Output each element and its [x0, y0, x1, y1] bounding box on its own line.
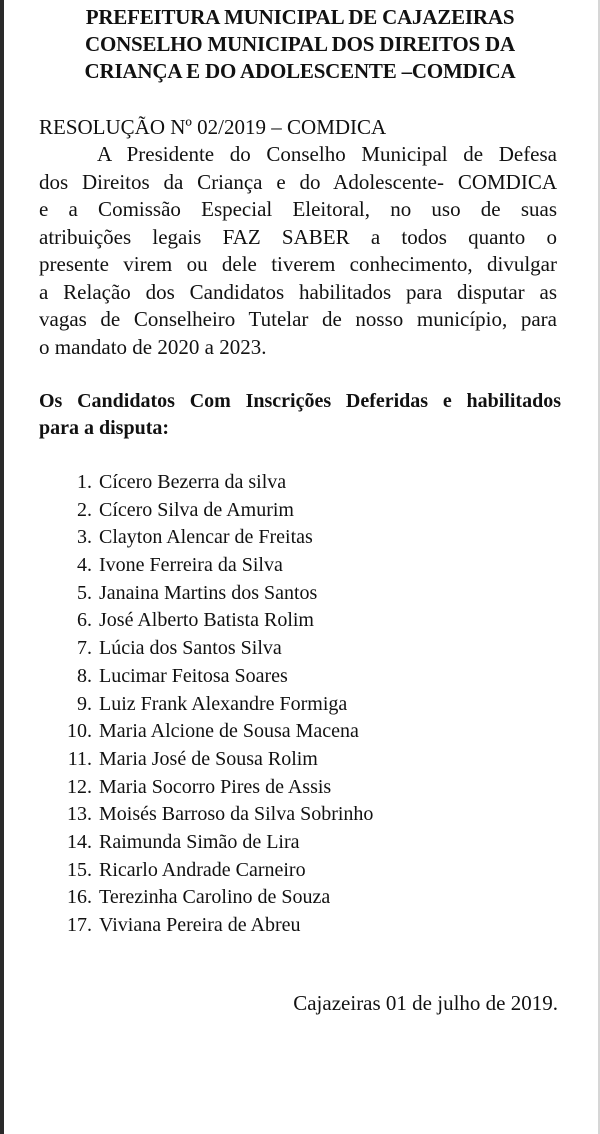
candidate-number: 11. [67, 747, 92, 770]
candidate-number: 7. [77, 637, 92, 660]
candidate-name: Terezinha Carolino de Souza [99, 886, 331, 909]
candidate-number: 13. [67, 803, 92, 826]
resolution-title: RESOLUÇÃO Nº 02/2019 – COMDICA [39, 115, 387, 139]
candidate-number: 1. [77, 471, 92, 493]
candidate-name: Maria Alcione de Sousa Macena [99, 720, 359, 743]
header-line-1: PREFEITURA MUNICIPAL DE CAJAZEIRAS [85, 5, 515, 29]
candidate-number: 16. [67, 886, 92, 909]
candidate-name: Cícero Silva de Amurim [99, 498, 294, 521]
candidate-number: 4. [77, 554, 92, 577]
body-line-5: presente virem ou dele tiverem conhecimento, divulgar [39, 252, 557, 276]
candidate-name: Lucimar Feitosa Soares [99, 664, 288, 687]
candidate-number: 3. [77, 526, 92, 549]
body-line-6: a Relação dos Candidatos habilitados para disputar as [39, 279, 557, 304]
body-line-7: vagas de Conselheiro Tutelar de nosso município, para [39, 307, 557, 331]
resolution-body [39, 141, 557, 361]
candidate-number: 8. [77, 664, 92, 687]
candidate-number: 2. [77, 498, 92, 521]
body-line-3: e a Comissão Especial Eleitoral, no uso de suas [39, 197, 557, 221]
candidate-name: José Alberto Batista Rolim [99, 609, 314, 632]
candidate-number: 5. [77, 581, 92, 604]
candidate-name: Clayton Alencar de Freitas [99, 526, 313, 549]
candidate-name: Raimunda Simão de Lira [99, 830, 300, 853]
candidate-name: Viviana Pereira de Abreu [99, 914, 301, 936]
candidate-name: Maria Socorro Pires de Assis [99, 775, 332, 798]
candidate-number: 14. [67, 830, 92, 853]
body-line-2: dos Direitos da Criança e do Adolescente- COMDICA [39, 169, 557, 194]
candidate-number: 17. [67, 914, 92, 936]
header-line-2: CONSELHO MUNICIPAL DOS DIREITOS DA [84, 32, 515, 56]
body-line-8: o mandato de 2020 a 2023. [39, 334, 267, 359]
header-line-3: CRIANÇA E DO ADOLESCENTE –COMDICA [84, 59, 516, 83]
candidate-number: 12. [67, 775, 92, 798]
candidate-number: 6. [77, 609, 92, 632]
candidate-name: Cícero Bezerra da silva [99, 471, 287, 493]
candidate-name: Janaina Martins dos Santos [99, 581, 318, 604]
candidate-name: Maria José de Sousa Rolim [99, 747, 318, 770]
candidates-heading-line-2: para a disputa: [39, 417, 170, 439]
candidate-name: Lúcia dos Santos Silva [99, 637, 282, 660]
candidate-number: 15. [67, 858, 92, 881]
body-line-4: atribuições legais FAZ SABER a todos quanto o [39, 224, 557, 249]
document-header [0, 4, 600, 85]
candidate-number: 9. [77, 692, 92, 715]
body-line-1: A Presidente do Conselho Municipal de Defesa [97, 142, 557, 166]
candidate-name: Luiz Frank Alexandre Formiga [99, 692, 348, 715]
candidate-name: Ivone Ferreira da Silva [99, 554, 283, 577]
candidate-number: 10. [67, 720, 92, 743]
candidate-name: Ricarlo Andrade Carneiro [99, 858, 306, 881]
place-date-signature: Cajazeiras 01 de julho de 2019. [293, 991, 558, 1015]
left-edge-border [0, 0, 4, 1134]
candidate-name: Moisés Barroso da Silva Sobrinho [99, 803, 374, 826]
candidates-heading-line-1: Os Candidatos Com Inscrições Deferidas e habilitados [39, 390, 561, 412]
candidates-heading [39, 388, 561, 442]
